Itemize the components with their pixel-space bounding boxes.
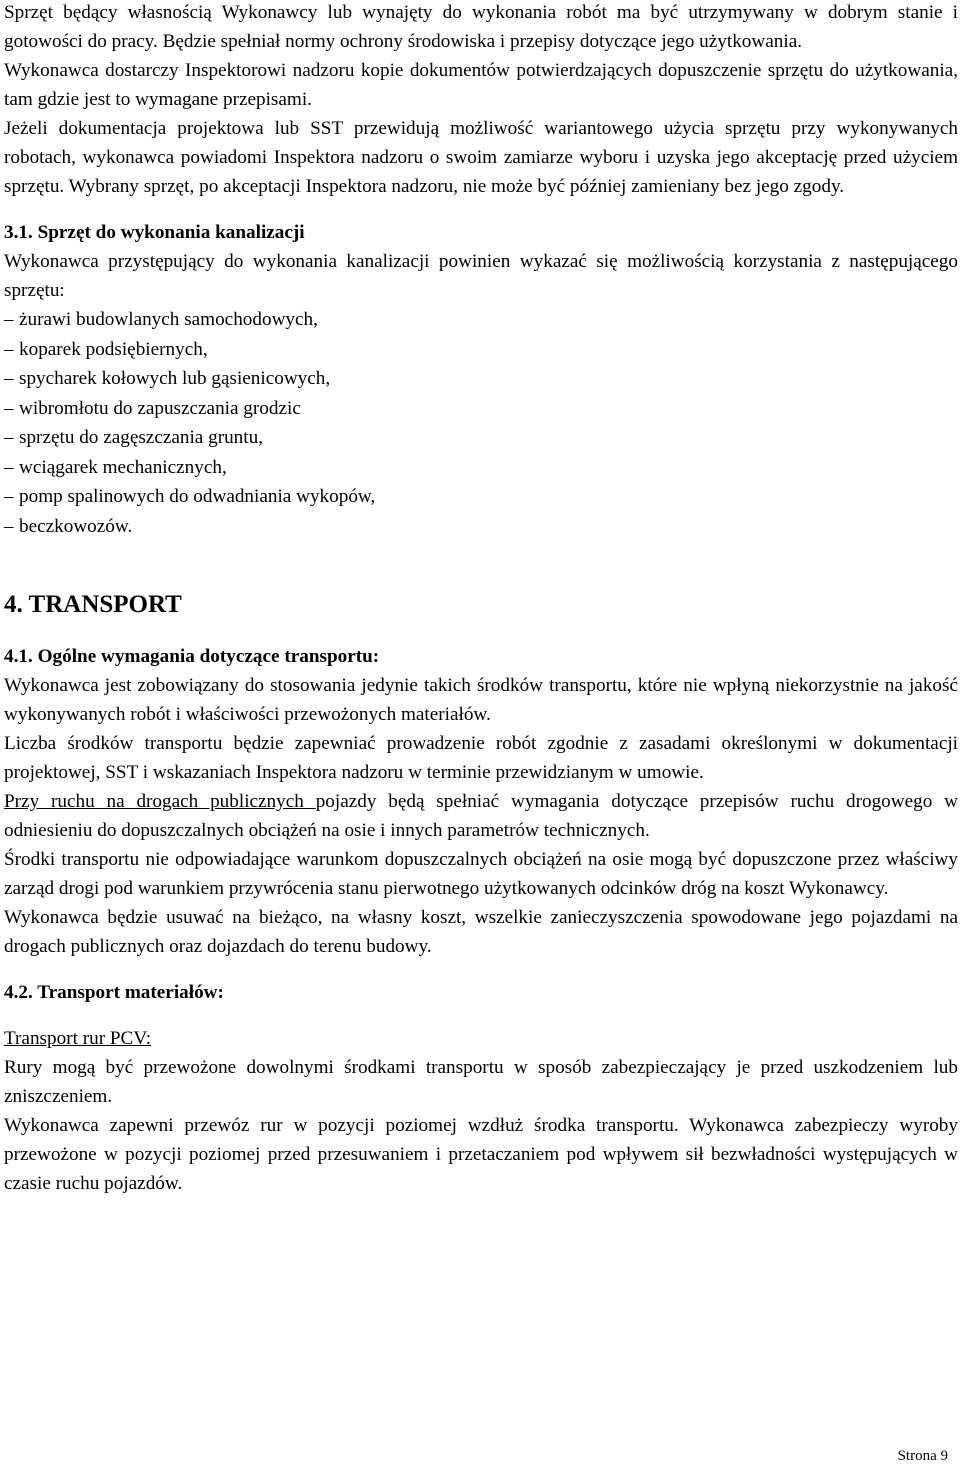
list-item: – wciągarek mechanicznych, [4, 453, 958, 483]
paragraph-equipment-maintenance: Sprzęt będący własnością Wykonawcy lub wynajęty do wykonania robót ma być utrzymywany w dobrym stanie i gotowości do pracy. Będzie spełniał normy ochrony środowiska i przepisy dotyczące jego użytkowania. [4, 2, 958, 52]
section-4-heading: 4. TRANSPORT [4, 591, 182, 618]
pvc-transport-subheading: Transport rur PCV: [4, 1028, 152, 1049]
list-item: – koparek podsiębiernych, [4, 335, 958, 365]
paragraph-equipment-variants: Jeżeli dokumentacja projektowa lub SST przewidują możliwość wariantowego użycia sprzętu przy wykonywanych robotach, wykonawca powiadomi Inspektora nadzoru o swoim zamiarze wyboru i uzyska jego akceptację przed użyciem sprzętu. Wybrany sprzęt, po akceptacji Inspektora nadzoru, nie może być później zamieniany bez jego zgody. [4, 118, 958, 197]
section-3-1-intro: Wykonawca przystępujący do wykonania kanalizacji powinien wykazać się możliwością korzystania z następującego sprzętu: [4, 251, 958, 301]
section-4-1-heading: 4.1. Ogólne wymagania dotyczące transportu: [4, 646, 380, 667]
dash-bullet: – [4, 515, 14, 537]
list-item: – sprzętu do zagęszczania gruntu, [4, 423, 958, 453]
spacer [4, 961, 958, 978]
list-item: – wibromłotu do zapuszczania grodzic [4, 394, 958, 424]
list-item: – żurawi budowlanych samochodowych, [4, 305, 958, 335]
paragraph-equipment-documents: Wykonawca dostarczy Inspektorowi nadzoru kopie dokumentów potwierdzających dopuszczenie sprzętu do użytkowania, tam gdzie jest to wymagane przepisami. [4, 60, 958, 110]
section-4-1-paragraph-5: Wykonawca będzie usuwać na bieżąco, na własny koszt, wszelkie zanieczyszczenia spowodowane jego pojazdami na drogach publicznych oraz dojazdach do terenu budowy. [4, 907, 958, 957]
dash-bullet: – [4, 309, 14, 330]
section-4-1-paragraph-1: Wykonawca jest zobowiązany do stosowania jedynie takich środków transportu, które nie wpłyną niekorzystnie na jakość wykonywanych robót i właściwości przewożonych materiałów. [4, 675, 958, 725]
dash-bullet: – [4, 427, 14, 448]
list-item: – pomp spalinowych do odwadniania wykopów, [4, 482, 958, 512]
spacer [4, 201, 958, 218]
page-number: Strona 9 [897, 1448, 948, 1464]
section-4-1-paragraph-3: Przy ruchu na drogach publicznych pojazdy będą spełniać wymagania dotyczące przepisów ruchu drogowego w odniesieniu do dopuszczalnych obciążeń na osie i innych parametrów technicznych. [4, 791, 958, 841]
spacer [4, 620, 958, 642]
section-4-1-paragraph-2: Liczba środków transportu będzie zapewniać prowadzenie robót zgodnie z zasadami określonymi w dokumentacji projektowej, SST i wskazaniach Inspektora nadzoru w terminie przewidzianym w umowie. [4, 733, 958, 783]
section-4-2-paragraph-2: Wykonawca zapewni przewóz rur w pozycji poziomej wzdłuż środka transportu. Wykonawca zabezpieczy wyroby przewożone w pozycji poziomej przed przesuwaniem i przetaczaniem pod wpływem sił bezwładności występujących w czasie ruchu pojazdów. [4, 1115, 958, 1194]
section-4-2-paragraph-1: Rury mogą być przewożone dowolnymi środkami transportu w sposób zabezpieczający je przed uszkodzeniem lub zniszczeniem. [4, 1057, 958, 1107]
equipment-list [4, 305, 958, 541]
dash-bullet: – [4, 486, 14, 507]
section-4-2-heading: 4.2. Transport materiałów: [4, 982, 224, 1003]
dash-bullet: – [4, 368, 14, 389]
spacer [4, 541, 958, 590]
spacer [4, 1007, 958, 1024]
section-3-1-heading: 3.1. Sprzęt do wykonania kanalizacji [4, 222, 305, 243]
document-page [4, 0, 958, 1198]
dash-bullet: – [4, 456, 14, 478]
dash-bullet: – [4, 397, 14, 419]
list-item: – spycharek kołowych lub gąsienicowych, [4, 364, 958, 394]
list-item: – beczkowozów. [4, 512, 958, 542]
dash-bullet: – [4, 338, 14, 360]
section-4-1-paragraph-4: Środki transportu nie odpowiadające warunkom dopuszczalnych obciążeń na osie mogą być dopuszczone przez właściwy zarząd drogi pod warunkiem przywrócenia stanu pierwotnego użytkowanych odcinków dróg na koszt Wykonawcy. [4, 849, 958, 899]
public-roads-phrase: Przy ruchu na drogach publicznych [4, 791, 316, 812]
